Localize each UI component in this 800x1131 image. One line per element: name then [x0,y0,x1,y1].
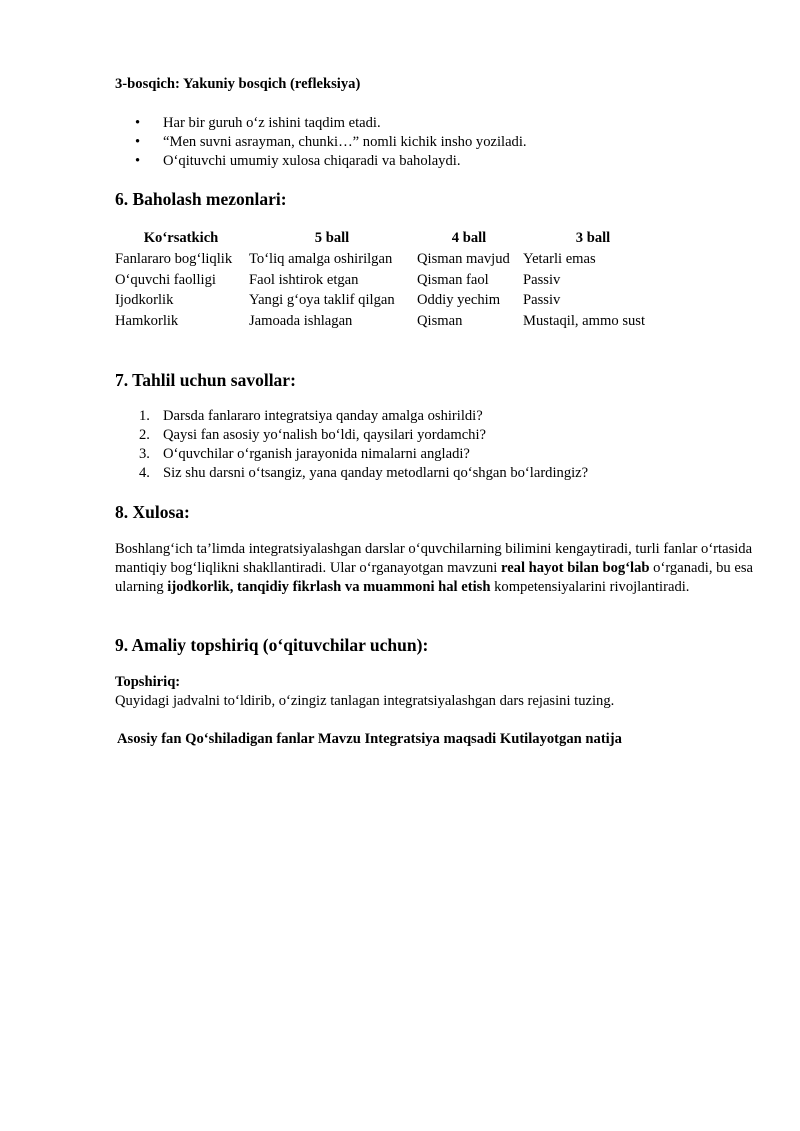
conclusion-text: kompetensiyalarini rivojlantiradi. [490,579,690,596]
conclusion-emphasis: ijodkorlik, tanqidiy fikrlash va muammoni hal etish [167,579,491,596]
table-cell: Fanlararo bog‘liqlik [115,250,233,267]
lesson-plan-table-header: Asosiy fan Qo‘shiladigan fanlar Mavzu Integratsiya maqsadi Kutilayotgan natija [117,731,622,747]
table-row [115,290,665,311]
table-cell: Mustaqil, ammo sust [523,313,646,330]
list-item [135,464,588,483]
table-cell: O‘quvchi faolligi [115,271,216,288]
list-item-text: Siz shu darsni o‘tsangiz, yana qanday metodlarni qo‘shgan bo‘lardingiz? [163,465,589,481]
table-cell: To‘liq amalga oshirilgan [249,250,393,267]
list-item [135,114,527,133]
section-heading-conclusion: 8. Xulosa: [115,502,190,522]
conclusion-paragraph [115,540,755,598]
section-heading-analysis-questions: 7. Tahlil uchun savollar: [115,370,296,390]
section-heading-practical-task: 9. Amaliy topshiriq (o‘qituvchilar uchun): [115,635,429,655]
stage3-title: 3-bosqich: Yakuniy bosqich (refleksiya) [115,76,361,92]
table-cell: Hamkorlik [115,313,179,330]
list-item-text: Darsda fanlararo integratsiya qanday amalga oshirildi? [163,408,483,424]
list-item-text: Har bir guruh o‘z ishini taqdim etadi. [163,115,381,131]
list-item [135,445,588,464]
section-heading-assessment: 6. Baholash mezonlari: [115,189,287,209]
list-item-text: Qaysi fan asosiy yo‘nalish bo‘ldi, qaysilari yordamchi? [163,427,487,443]
conclusion-text: o‘rganadi, bu esa ularning [115,560,753,596]
list-item-number: 3. [139,446,150,462]
table-header-cell: 3 ball [575,230,611,246]
table-cell: Jamoada ishlagan [249,313,353,330]
table-cell: Oddiy yechim [417,292,501,309]
table-header-cell: Ko‘rsatkich [143,230,219,246]
list-item [135,426,588,445]
bullet-icon: • [135,134,141,150]
bullet-icon: • [135,115,141,131]
conclusion-emphasis: real hayot bilan bog‘lab [500,560,650,577]
table-header-cell: 4 ball [451,230,487,246]
table-cell: Passiv [523,292,561,309]
list-item-text: O‘qituvchi umumiy xulosa chiqaradi va baholaydi. [163,153,461,169]
table-header-row [115,228,665,249]
table-header-cell: 5 ball [314,230,350,246]
list-item [135,133,527,152]
list-item-number: 1. [139,408,150,424]
table-cell: Yetarli emas [523,250,596,267]
table-cell: Yangi g‘oya taklif qilgan [249,292,395,309]
list-item-number: 4. [139,465,150,481]
list-item-text: O‘quvchilar o‘rganish jarayonida nimalarni angladi? [163,446,470,462]
list-item [135,407,588,426]
list-item [135,152,527,171]
table-cell: Faol ishtirok etgan [249,271,359,288]
bullet-icon: • [135,153,141,169]
table-cell: Qisman [417,313,463,330]
table-row [115,311,665,332]
task-text: Quyidagi jadvalni to‘ldirib, o‘zingiz tanlagan integratsiyalashgan dars rejasini tuzing. [115,693,615,709]
analysis-questions-list [135,407,588,483]
list-item-number: 2. [139,427,150,443]
table-cell: Qisman faol [417,271,489,288]
table-cell: Passiv [523,271,561,288]
conclusion-text: Boshlang‘ich ta’limda integratsiyalashgan darslar o‘quvchilarning bilimini kengaytiradi, turli fanlar o‘rtasida mantiqiy bog‘liqlikni shakllantiradi. Ular o‘rganayotgan mavzuni [115,541,753,577]
table-row [115,270,665,291]
table-row [115,249,665,270]
assessment-criteria-table [115,228,665,332]
table-cell: Qisman mavjud [417,250,510,267]
table-cell: Ijodkorlik [115,292,174,309]
list-item-text: “Men suvni asrayman, chunki…” nomli kichik insho yoziladi. [163,134,527,150]
stage3-bullet-list [135,114,527,171]
task-title: Topshiriq: [115,674,181,690]
